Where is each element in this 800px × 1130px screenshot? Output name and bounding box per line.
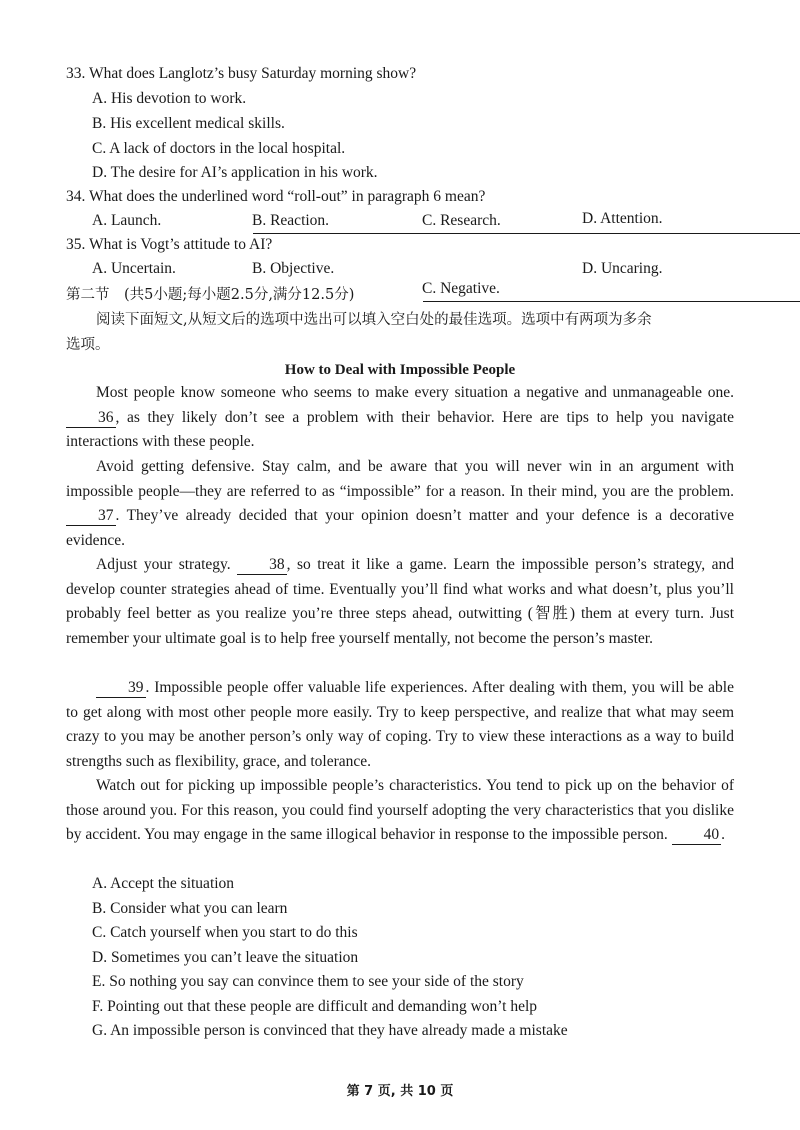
question-33-option-d: D. The desire for AI’s application in his work. [92, 164, 378, 181]
question-35-option-b: B. Objective. [252, 260, 335, 277]
choice-c: C. Catch yourself when you start to do this [92, 924, 358, 941]
passage-paragraph-5 [66, 774, 734, 848]
p5-text-b: . [721, 826, 726, 844]
blank-40: 40 [672, 826, 722, 845]
choice-b: B. Consider what you can learn [92, 900, 288, 917]
question-35-option-a: A. Uncertain. [92, 260, 176, 277]
p3-text-b: , so treat it like a game. Learn the impossible person’s strategy, and develop counter strategies ahead of time. Eventually you’ll find what works and what doesn’t, plus you’ll probably feel better as you realize you’re three steps ahead, outwitting (智胜) them at every turn. Just remember your ultimate goal is to help free yourself mentally, not become the person’s master. [66, 556, 735, 647]
question-34-option-b: B. Reaction. [252, 211, 800, 231]
question-33-option-a: A. His devotion to work. [92, 90, 247, 107]
choice-d: D. Sometimes you can’t leave the situation [92, 949, 359, 966]
p3-text-a: Adjust your strategy. [96, 556, 238, 573]
p1-text-a: Most people know someone who seems to make every situation a negative and unmanageable one. [96, 384, 734, 401]
choice-e: E. So nothing you say can convince them to see your side of the story [92, 973, 524, 990]
p5-text-a: Watch out for picking up impossible people’s characteristics. You tend to pick up on the behavior of those around you. For this reason, you could find yourself adopting the very characteristics that you dislike by accident. You may engage in the same illogical behavior in response to the impossible person. [66, 777, 734, 844]
section-instruction-line-2: 选项。 [66, 337, 110, 353]
choice-a: A. Accept the situation [92, 875, 235, 892]
question-33-stem: 33. What does Langlotz’s busy Saturday morning show? [66, 65, 417, 82]
question-33-option-c: C. A lack of doctors in the local hospital. [92, 140, 346, 157]
p4-text-b: . Impossible people offer valuable life experiences. After dealing with them, you will be able to get along with most other people more easily. Try to keep perspective, and realize that what may seem crazy to you may be another person’s only way of coping. Try to view these interactions as a way to build strengths such as flexibility, grace, and tolerance. [66, 679, 734, 770]
choice-g: G. An impossible person is convinced that they have already made a mistake [92, 1022, 568, 1039]
passage-paragraph-2 [66, 455, 734, 553]
question-35-option-d: D. Uncaring. [582, 260, 663, 277]
choice-f: F. Pointing out that these people are difficult and demanding won’t help [92, 998, 538, 1015]
section-header: 第二节 (共5小题;每小题2.5分,满分12.5分) [66, 287, 355, 303]
blank-39: 39 [96, 679, 146, 698]
passage-paragraph-3 [66, 553, 734, 651]
question-35-option-c: C. Negative. [422, 279, 800, 299]
question-35-stem: 35. What is Vogt’s attitude to AI? [66, 236, 273, 253]
passage-title: How to Deal with Impossible People [284, 362, 516, 378]
blank-37: 37 [66, 507, 116, 526]
question-34-option-c: C. Research. [422, 212, 501, 229]
question-33-option-b: B. His excellent medical skills. [92, 115, 285, 132]
p2-text-a: Avoid getting defensive. Stay calm, and be aware that you will never win in an argument with impossible people—they are referred to as “impossible” for a reason. In their mind, you are the problem. [66, 458, 734, 500]
blank-36: 36 [66, 409, 116, 428]
passage-paragraph-4 [66, 676, 734, 774]
passage-paragraph-1 [66, 381, 734, 455]
question-34-option-a: A. Launch. [92, 212, 162, 229]
question-34-stem: 34. What does the underlined word “roll-out” in paragraph 6 mean? [66, 188, 486, 205]
p2-text-b: . They’ve already decided that your opinion doesn’t matter and your defence is a decorative evidence. [66, 507, 734, 549]
section-instruction-line-1: 阅读下面短文,从短文后的选项中选出可以填入空白处的最佳选项。选项中有两项为多余 [96, 312, 652, 328]
page-footer: 第 7 页, 共 10 页 [346, 1084, 454, 1099]
question-34-option-d: D. Attention. [582, 210, 663, 227]
blank-38: 38 [237, 556, 287, 575]
p1-text-b: , as they likely don’t see a problem with their behavior. Here are tips to help you navigate interactions with these people. [66, 408, 734, 451]
